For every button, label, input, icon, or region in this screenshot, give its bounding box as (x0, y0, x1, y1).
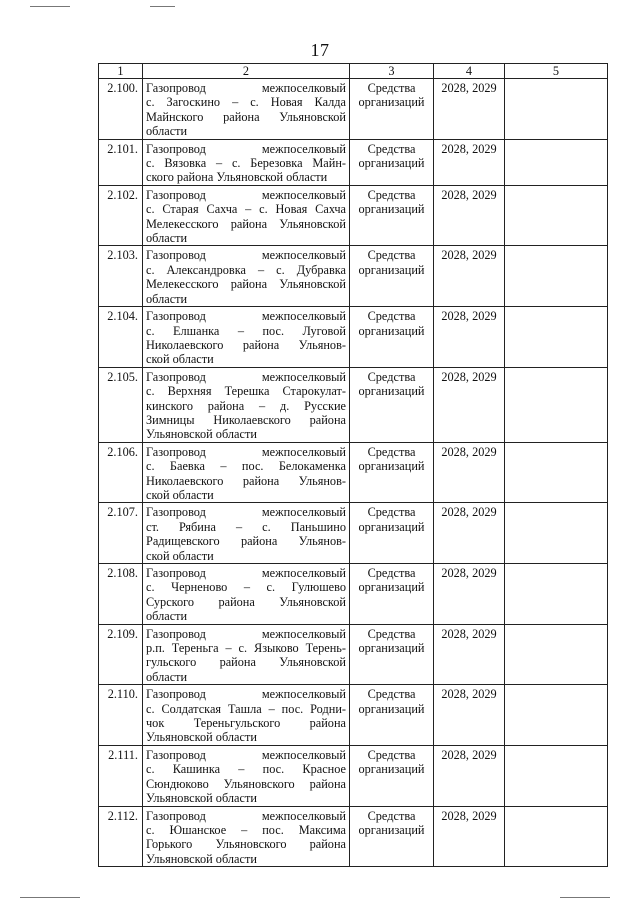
note-cell (505, 79, 608, 140)
funding-source-cell (350, 745, 434, 806)
object-name-cell (143, 79, 350, 140)
table-row (99, 442, 608, 503)
object-name-line: Ульяновской области (146, 851, 257, 866)
object-name-line: с. Черненово – с. Гулюшево (146, 580, 346, 595)
object-name-line: с. Верхняя Терешка Старокулат- (146, 384, 346, 399)
row-number: 2.104. (99, 307, 143, 368)
object-name-cell (143, 246, 350, 307)
funding-source-cell (350, 624, 434, 685)
table-row (99, 503, 608, 564)
table-row (99, 185, 608, 246)
years-cell: 2028, 2029 (434, 745, 505, 806)
funding-source-line: организаций (358, 459, 425, 474)
table-row (99, 246, 608, 307)
row-number: 2.105. (99, 367, 143, 442)
object-name-line: Горького Ульяновского района (146, 837, 346, 852)
object-name-line: Мелекесского района Ульяновской (146, 216, 346, 231)
years-cell: 2028, 2029 (434, 246, 505, 307)
row-number: 2.107. (99, 503, 143, 564)
object-name-cell (143, 685, 350, 746)
object-name-line: с. Елшанка – пос. Луговой (146, 323, 346, 338)
funding-source-cell (350, 442, 434, 503)
funding-source-line: Средства (367, 187, 416, 202)
object-name-line: Ульяновской области (146, 730, 257, 745)
object-name-cell (143, 806, 350, 867)
funding-source-cell (350, 246, 434, 307)
object-name-line: гульского района Ульяновской (146, 655, 346, 670)
funding-source-cell (350, 564, 434, 625)
funding-source-line: Средства (367, 141, 416, 156)
years-cell: 2028, 2029 (434, 624, 505, 685)
row-number: 2.108. (99, 564, 143, 625)
object-name-line: чок Тереньгульского района (146, 716, 346, 731)
object-name-line: Ульяновской области (146, 791, 257, 806)
row-number: 2.100. (99, 79, 143, 140)
object-name-line: Газопровод межпоселковый (146, 81, 346, 95)
column-header-1: 1 (99, 64, 143, 79)
funding-source-line: организаций (358, 156, 425, 171)
object-name-line: р.п. Тереньга – с. Языково Терень- (146, 641, 346, 656)
object-name-cell (143, 503, 350, 564)
object-name-line: Газопровод межпоселковый (146, 141, 346, 156)
object-name-line: Газопровод межпоселковый (146, 626, 346, 641)
note-cell (505, 307, 608, 368)
object-name-cell (143, 367, 350, 442)
object-name-line: области (146, 231, 188, 246)
object-name-line: с. Вязовка – с. Березовка Майн- (146, 156, 346, 171)
row-number: 2.106. (99, 442, 143, 503)
note-cell (505, 246, 608, 307)
object-name-cell (143, 564, 350, 625)
table-row (99, 367, 608, 442)
funding-source-line: организаций (358, 701, 425, 716)
funding-source-line: организаций (358, 323, 425, 338)
note-cell (505, 624, 608, 685)
note-cell (505, 503, 608, 564)
years-cell: 2028, 2029 (434, 79, 505, 140)
funding-source-cell (350, 139, 434, 185)
note-cell (505, 442, 608, 503)
object-name-line: ского района Ульяновской области (146, 170, 328, 185)
object-name-line: Ульяновской области (146, 427, 257, 442)
funding-source-line: Средства (367, 309, 416, 324)
row-number: 2.112. (99, 806, 143, 867)
funding-source-line: организаций (358, 641, 425, 656)
funding-source-line: организаций (358, 822, 425, 837)
years-cell: 2028, 2029 (434, 442, 505, 503)
object-name-line: Газопровод межпоселковый (146, 187, 346, 202)
object-name-line: с. Баевка – пос. Белокаменка (146, 459, 346, 474)
funding-source-cell (350, 307, 434, 368)
funding-source-line: Средства (367, 626, 416, 641)
note-cell (505, 139, 608, 185)
row-number: 2.101. (99, 139, 143, 185)
object-name-line: Газопровод межпоселковый (146, 566, 346, 580)
note-cell (505, 367, 608, 442)
column-header-row (99, 64, 608, 79)
object-name-line: Газопровод межпоселковый (146, 369, 346, 384)
object-name-line: Николаевского района Ульянов- (146, 473, 346, 488)
note-cell (505, 564, 608, 625)
funding-source-line: Средства (367, 81, 416, 95)
years-cell: 2028, 2029 (434, 503, 505, 564)
funding-source-line: Средства (367, 808, 416, 823)
object-name-cell (143, 624, 350, 685)
note-cell (505, 806, 608, 867)
table-row (99, 79, 608, 140)
object-name-cell (143, 307, 350, 368)
years-cell: 2028, 2029 (434, 367, 505, 442)
object-name-line: ской области (146, 487, 214, 502)
funding-source-cell (350, 806, 434, 867)
years-cell: 2028, 2029 (434, 564, 505, 625)
funding-source-cell (350, 185, 434, 246)
years-cell: 2028, 2029 (434, 806, 505, 867)
funding-source-line: Средства (367, 747, 416, 762)
object-name-line: с. Александровка – с. Дубравка (146, 262, 346, 277)
scan-artifact-bottom-2 (560, 897, 610, 898)
funding-source-line: организаций (358, 580, 425, 595)
row-number: 2.110. (99, 685, 143, 746)
row-number: 2.103. (99, 246, 143, 307)
object-name-cell (143, 139, 350, 185)
column-header-2: 2 (143, 64, 350, 79)
object-name-cell (143, 185, 350, 246)
row-number: 2.109. (99, 624, 143, 685)
page-number: 17 (310, 40, 330, 60)
object-name-cell (143, 745, 350, 806)
table-row (99, 139, 608, 185)
object-name-line: ской области (146, 352, 214, 367)
object-name-line: Мелекесского района Ульяновской (146, 277, 346, 292)
table-row (99, 307, 608, 368)
object-name-line: Николаевского района Ульянов- (146, 337, 346, 352)
object-name-line: с. Загоскино – с. Новая Калда (146, 95, 346, 110)
object-name-cell (143, 442, 350, 503)
scan-artifact-top-2 (150, 6, 175, 7)
object-name-line: с. Старая Сахча – с. Новая Сахча (146, 202, 346, 217)
column-header-4: 4 (434, 64, 505, 79)
object-name-line: Газопровод межпоселковый (146, 747, 346, 762)
funding-source-line: организаций (358, 384, 425, 399)
object-name-line: Радищевского района Ульянов- (146, 534, 346, 549)
funding-source-cell (350, 685, 434, 746)
funding-source-line: организаций (358, 519, 425, 534)
years-cell: 2028, 2029 (434, 307, 505, 368)
object-name-line: Газопровод межпоселковый (146, 505, 346, 520)
scan-artifact-bottom (20, 897, 80, 898)
table-row (99, 685, 608, 746)
years-cell: 2028, 2029 (434, 139, 505, 185)
row-number: 2.111. (99, 745, 143, 806)
object-name-line: Газопровод межпоселковый (146, 444, 346, 459)
object-name-line: Зимницы Николаевского района (146, 412, 346, 427)
funding-source-line: Средства (367, 505, 416, 520)
object-name-line: Сюндюково Ульяновского района (146, 776, 346, 791)
row-number: 2.102. (99, 185, 143, 246)
funding-source-cell (350, 503, 434, 564)
note-cell (505, 745, 608, 806)
object-name-line: Газопровод межпоселковый (146, 687, 346, 702)
funding-source-line: Средства (367, 369, 416, 384)
years-cell: 2028, 2029 (434, 685, 505, 746)
funding-source-cell (350, 79, 434, 140)
column-header-5: 5 (505, 64, 608, 79)
scan-artifact-top (30, 6, 70, 7)
object-name-line: Газопровод межпоселковый (146, 248, 346, 263)
object-name-line: области (146, 669, 188, 684)
funding-source-cell (350, 367, 434, 442)
funding-source-line: Средства (367, 566, 416, 580)
object-name-line: Сурского района Ульяновской (146, 594, 346, 609)
object-name-line: с. Солдатская Ташла – пос. Родни- (146, 701, 346, 716)
object-name-line: с. Юшанское – пос. Максима (146, 822, 346, 837)
funding-source-line: организаций (358, 95, 425, 110)
funding-source-line: Средства (367, 444, 416, 459)
object-name-line: области (146, 291, 188, 306)
object-name-line: Майнского района Ульяновской (146, 109, 346, 124)
object-name-line: Газопровод межпоселковый (146, 309, 346, 324)
object-name-line: ст. Рябина – с. Паньшино (146, 519, 346, 534)
object-name-line: с. Кашинка – пос. Красное (146, 762, 346, 777)
table-row (99, 745, 608, 806)
funding-source-line: организаций (358, 762, 425, 777)
object-name-line: области (146, 609, 188, 624)
table-row (99, 564, 608, 625)
note-cell (505, 685, 608, 746)
table-row (99, 806, 608, 867)
object-name-line: ской области (146, 548, 214, 563)
object-name-line: области (146, 124, 188, 139)
table-body (99, 64, 608, 867)
funding-source-line: организаций (358, 262, 425, 277)
funding-source-line: Средства (367, 687, 416, 702)
column-header-3: 3 (350, 64, 434, 79)
object-name-line: Газопровод межпоселковый (146, 808, 346, 823)
note-cell (505, 185, 608, 246)
years-cell: 2028, 2029 (434, 185, 505, 246)
funding-source-line: Средства (367, 248, 416, 263)
funding-source-line: организаций (358, 202, 425, 217)
object-name-line: кинского района – д. Русские (146, 398, 346, 413)
table-row (99, 624, 608, 685)
program-table (98, 63, 608, 867)
